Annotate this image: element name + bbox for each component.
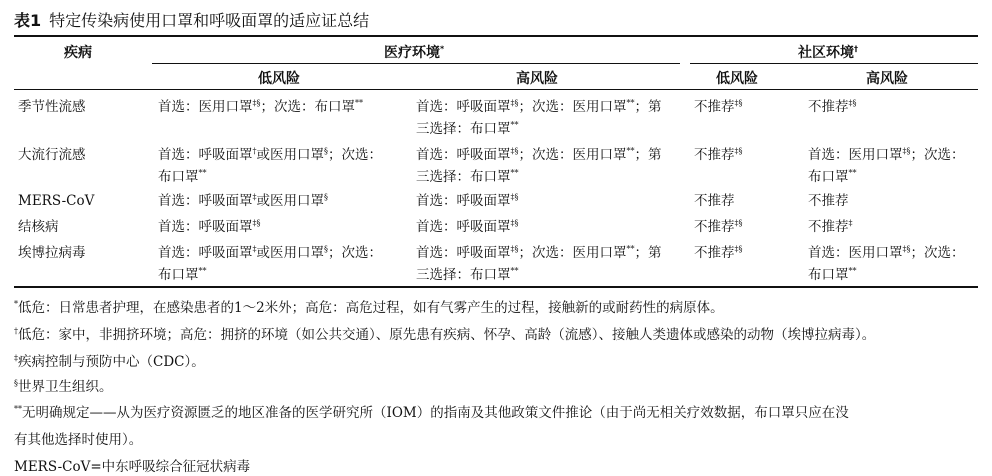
cell-community-high: 布口罩**	[808, 168, 857, 185]
cell-medical-low: 首选：医用口罩‡§；次选：布口罩**	[158, 98, 363, 115]
cell-medical-low: 布口罩**	[158, 168, 207, 185]
table-number: 表1	[14, 11, 42, 30]
footnote-4: §世界卫生组织。	[14, 378, 113, 395]
cell-community-low: 不推荐	[694, 193, 735, 209]
cell-medical-high: 三选择：布口罩**	[416, 168, 519, 185]
cell-community-high: 布口罩**	[808, 266, 857, 283]
header-community-low-risk: 低风险	[716, 71, 758, 87]
cell-medical-high: 首选：呼吸面罩‡§；次选：医用口罩**；第	[416, 244, 662, 261]
cell-medical-high: 三选择：布口罩**	[416, 120, 519, 137]
header-medical-env: 医疗环境*	[384, 44, 445, 61]
cell-disease: 季节性流感	[18, 99, 86, 115]
cell-community-high: 不推荐	[808, 193, 849, 209]
cell-community-low: 不推荐‡§	[694, 146, 743, 163]
cell-medical-low: 首选：呼吸面罩‡或医用口罩§	[158, 192, 328, 209]
footnote-7: MERS-CoV=中东呼吸综合征冠状病毒	[14, 459, 251, 475]
header-medical-high-risk: 高风险	[516, 71, 558, 87]
footnote-2: †低危：家中，非拥挤环境；高危：拥挤的环境（如公共交通）、原先患有疾病、怀孕、高龄（流感）、接触人类遗体或感染的动物（埃博拉病毒）。	[14, 326, 876, 343]
cell-medical-low: 布口罩**	[158, 266, 207, 283]
cell-disease: 结核病	[18, 219, 59, 235]
cell-medical-low: 首选：呼吸面罩†或医用口罩§；次选：	[158, 146, 382, 163]
top-rule	[14, 35, 978, 37]
cell-disease: MERS-CoV	[18, 193, 95, 209]
cell-medical-high: 首选：呼吸面罩‡§；次选：医用口罩**；第	[416, 98, 662, 115]
bottom-rule	[14, 286, 978, 288]
cell-disease: 埃博拉病毒	[18, 245, 86, 261]
cell-community-low: 不推荐‡§	[694, 98, 743, 115]
cell-medical-high: 三选择：布口罩**	[416, 266, 519, 283]
footnote-5: **无明确规定——从为医疗资源匮乏的地区准备的医学研究所（IOM）的指南及其他政策文件推论（由于尚无相关疗效数据，布口罩只应在没	[14, 404, 849, 421]
header-bottom-rule	[14, 89, 978, 90]
cell-community-low: 不推荐‡§	[694, 218, 743, 235]
footnote-1: *低危：日常患者护理，在感染患者的1～2米外；高危：高危过程，如有气雾产生的过程，接触新的或耐药性的病原体。	[14, 299, 724, 316]
table-title	[14, 8, 369, 31]
header-community-high-risk: 高风险	[866, 71, 908, 87]
header-disease: 疾病	[64, 45, 92, 61]
table-caption: 特定传染病使用口罩和呼吸面罩的适应证总结	[49, 11, 370, 30]
header-community-env: 社区环境†	[798, 44, 858, 61]
medical-span-rule	[152, 63, 680, 64]
cell-community-high: 不推荐‡§	[808, 98, 857, 115]
header-medical-low-risk: 低风险	[258, 71, 300, 87]
cell-community-high: 首选：医用口罩‡§；次选：	[808, 146, 965, 163]
cell-disease: 大流行流感	[18, 147, 86, 163]
cell-medical-low: 首选：呼吸面罩‡§	[158, 218, 261, 235]
cell-community-high: 不推荐‡	[808, 218, 853, 235]
cell-community-high: 首选：医用口罩‡§；次选：	[808, 244, 965, 261]
cell-medical-high: 首选：呼吸面罩‡§；次选：医用口罩**；第	[416, 146, 662, 163]
footnote-3: ‡疾病控制与预防中心（CDC）。	[14, 353, 205, 370]
community-span-rule	[690, 63, 978, 64]
cell-medical-high: 首选：呼吸面罩‡§	[416, 192, 519, 209]
cell-medical-high: 首选：呼吸面罩‡§	[416, 218, 519, 235]
cell-medical-low: 首选：呼吸面罩‡或医用口罩§；次选：	[158, 244, 382, 261]
cell-community-low: 不推荐‡§	[694, 244, 743, 261]
footnote-6: 有其他选择时使用）。	[14, 432, 143, 448]
